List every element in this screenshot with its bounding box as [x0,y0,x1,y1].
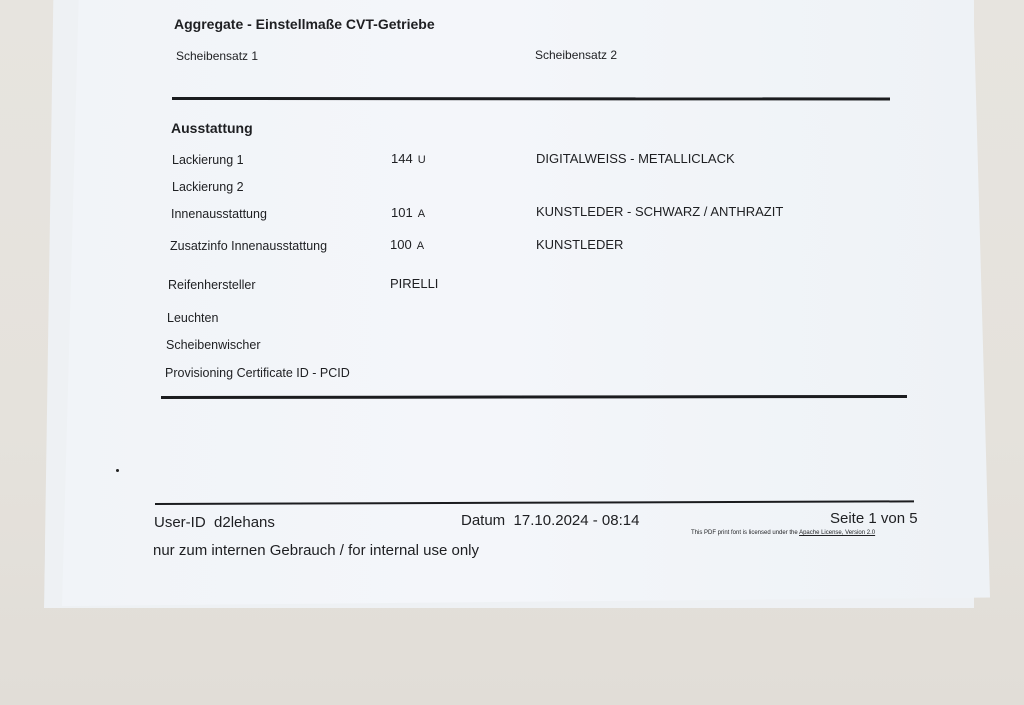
date-value: 17.10.2024 - 08:14 [513,512,640,529]
section-title: Ausstattung [171,120,253,136]
date-label: Datum [461,512,506,529]
print-date [461,512,639,529]
row-label: Leuchten [167,311,219,325]
row-label: Provisioning Certificate ID - PCID [165,366,350,380]
disc-set-2-label: Scheibensatz 2 [535,48,618,62]
divider-top [172,97,890,101]
row-unit: A [417,208,426,220]
row-code: 100 A [390,237,425,252]
row-unit: U [417,154,426,166]
internal-use-note: nur zum internen Gebrauch / for internal use only [153,542,480,559]
page-number: Seite 1 von 5 [830,510,918,527]
row-code: 101 A [391,205,426,220]
user-id [154,514,275,531]
row-label: Scheibenwischer [166,338,261,352]
speck [116,469,119,472]
row-label: Lackierung 2 [172,180,244,194]
font-license-note: This PDF print font is licensed under the Apache License, Version 2.0 [691,530,876,536]
row-label: Zusatzinfo Innenausstattung [170,239,328,253]
row-code: 144 U [391,151,426,166]
row-code: PIRELLI [390,276,439,291]
disc-set-1-label: Scheibensatz 1 [176,49,259,63]
row-description: KUNSTLEDER [536,237,624,252]
license-link[interactable]: Apache License, Version 2.0 [799,530,876,536]
user-id-label: User-ID [154,514,206,531]
row-label: Lackierung 1 [172,153,244,167]
row-label: Reifenhersteller [168,278,256,292]
row-description: KUNSTLEDER - SCHWARZ / ANTHRAZIT [536,204,784,219]
page-title: Aggregate - Einstellmaße CVT-Getriebe [174,16,435,32]
row-unit: A [416,240,425,252]
row-description: DIGITALWEISS - METALLICLACK [536,151,735,166]
row-label: Innenausstattung [171,207,267,221]
user-id-value: d2lehans [214,514,275,531]
